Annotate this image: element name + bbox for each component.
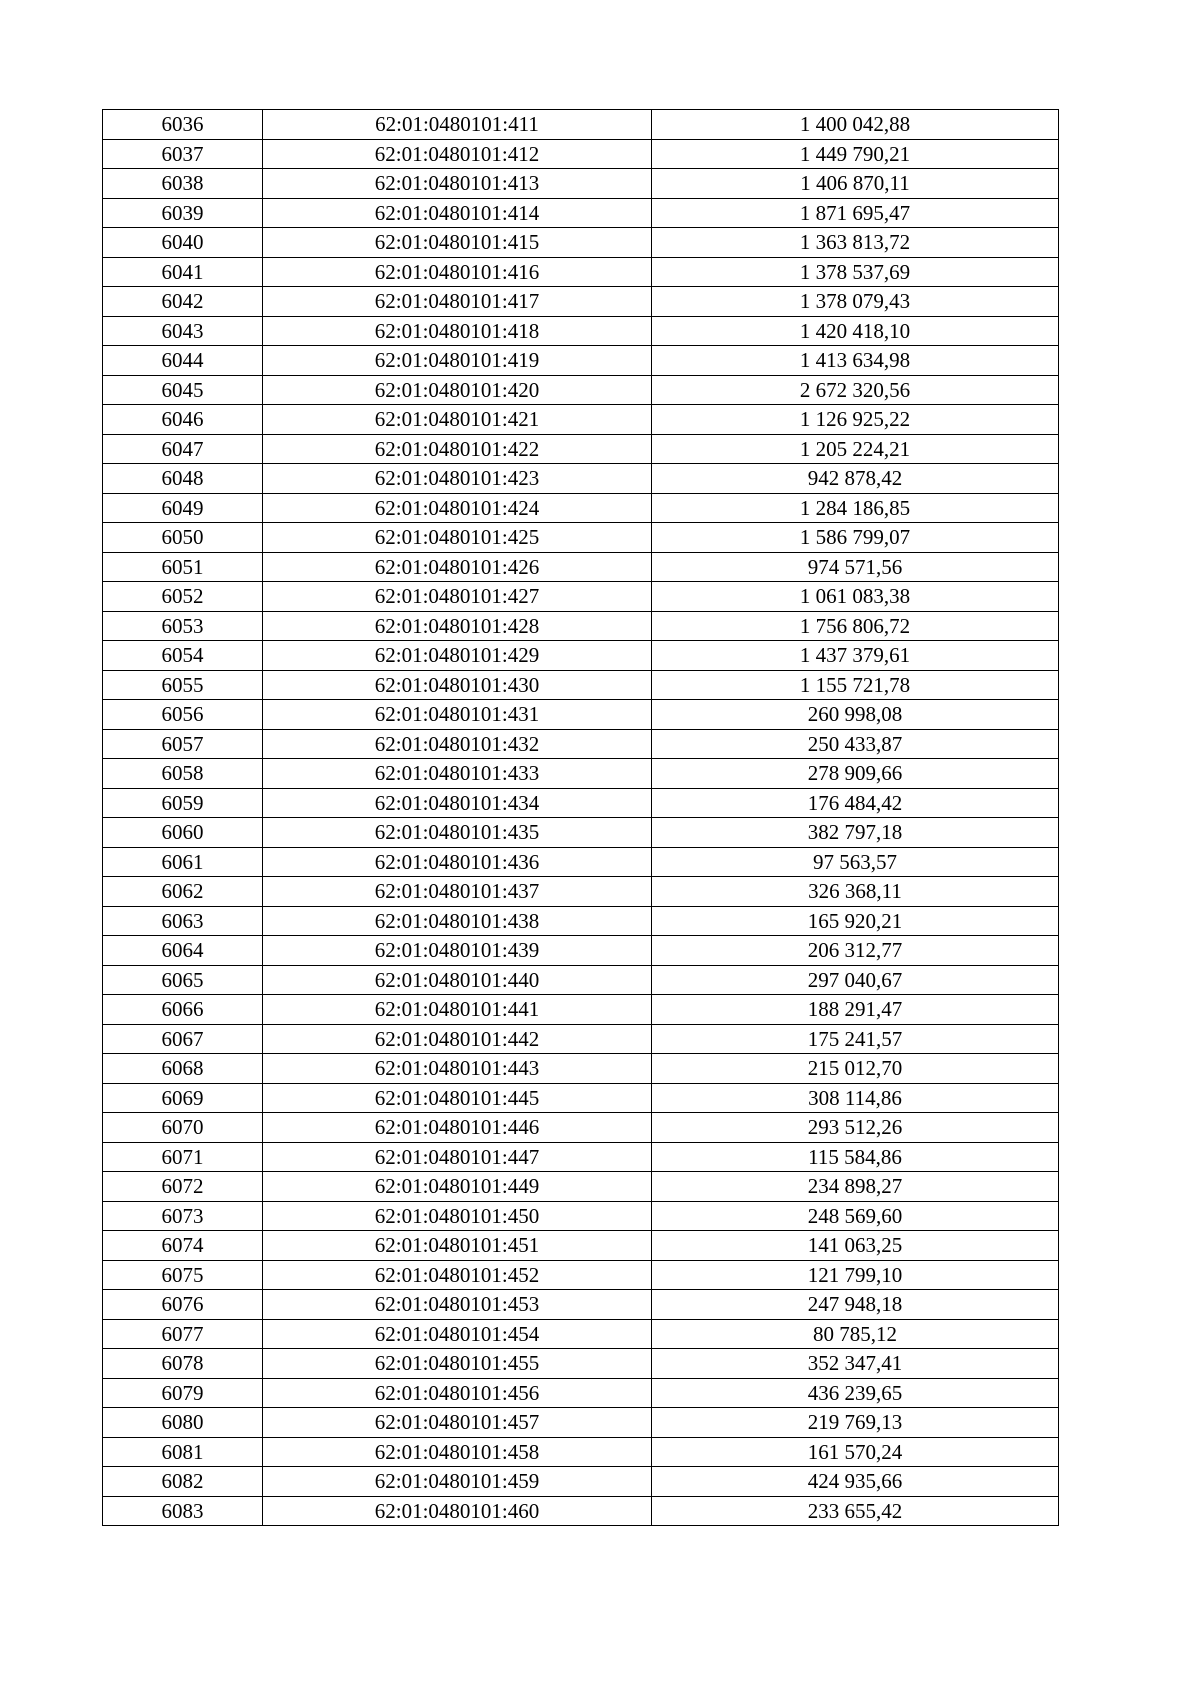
table-row bbox=[103, 1231, 1059, 1261]
table-row bbox=[103, 1054, 1059, 1084]
value-cell: 326 368,11 bbox=[652, 877, 1059, 907]
table-row bbox=[103, 582, 1059, 612]
cadastral-number-cell: 62:01:0480101:439 bbox=[263, 936, 652, 966]
table-row bbox=[103, 759, 1059, 789]
row-number-cell: 6078 bbox=[103, 1349, 263, 1379]
cadastral-number-cell: 62:01:0480101:436 bbox=[263, 847, 652, 877]
value-cell: 1 378 079,43 bbox=[652, 287, 1059, 317]
value-cell: 175 241,57 bbox=[652, 1024, 1059, 1054]
value-cell: 1 449 790,21 bbox=[652, 139, 1059, 169]
value-cell: 176 484,42 bbox=[652, 788, 1059, 818]
table-row bbox=[103, 1142, 1059, 1172]
table-row bbox=[103, 434, 1059, 464]
cadastral-number-cell: 62:01:0480101:411 bbox=[263, 110, 652, 140]
cadastral-number-cell: 62:01:0480101:424 bbox=[263, 493, 652, 523]
cadastral-number-cell: 62:01:0480101:420 bbox=[263, 375, 652, 405]
table-row bbox=[103, 700, 1059, 730]
value-cell: 247 948,18 bbox=[652, 1290, 1059, 1320]
table-row bbox=[103, 936, 1059, 966]
cadastral-number-cell: 62:01:0480101:425 bbox=[263, 523, 652, 553]
table-row bbox=[103, 375, 1059, 405]
table-row bbox=[103, 1319, 1059, 1349]
cadastral-number-cell: 62:01:0480101:432 bbox=[263, 729, 652, 759]
value-cell: 141 063,25 bbox=[652, 1231, 1059, 1261]
records-table-body bbox=[103, 110, 1059, 1526]
cadastral-number-cell: 62:01:0480101:412 bbox=[263, 139, 652, 169]
value-cell: 165 920,21 bbox=[652, 906, 1059, 936]
value-cell: 1 413 634,98 bbox=[652, 346, 1059, 376]
row-number-cell: 6045 bbox=[103, 375, 263, 405]
cadastral-number-cell: 62:01:0480101:415 bbox=[263, 228, 652, 258]
table-row bbox=[103, 1113, 1059, 1143]
table-row bbox=[103, 1172, 1059, 1202]
row-number-cell: 6081 bbox=[103, 1437, 263, 1467]
row-number-cell: 6066 bbox=[103, 995, 263, 1025]
value-cell: 1 378 537,69 bbox=[652, 257, 1059, 287]
row-number-cell: 6063 bbox=[103, 906, 263, 936]
value-cell: 234 898,27 bbox=[652, 1172, 1059, 1202]
table-row bbox=[103, 995, 1059, 1025]
cadastral-number-cell: 62:01:0480101:435 bbox=[263, 818, 652, 848]
row-number-cell: 6056 bbox=[103, 700, 263, 730]
value-cell: 2 672 320,56 bbox=[652, 375, 1059, 405]
cadastral-number-cell: 62:01:0480101:458 bbox=[263, 1437, 652, 1467]
value-cell: 297 040,67 bbox=[652, 965, 1059, 995]
row-number-cell: 6037 bbox=[103, 139, 263, 169]
cadastral-number-cell: 62:01:0480101:423 bbox=[263, 464, 652, 494]
row-number-cell: 6046 bbox=[103, 405, 263, 435]
row-number-cell: 6060 bbox=[103, 818, 263, 848]
table-row bbox=[103, 1201, 1059, 1231]
value-cell: 215 012,70 bbox=[652, 1054, 1059, 1084]
table-row bbox=[103, 670, 1059, 700]
value-cell: 115 584,86 bbox=[652, 1142, 1059, 1172]
cadastral-number-cell: 62:01:0480101:445 bbox=[263, 1083, 652, 1113]
table-row bbox=[103, 110, 1059, 140]
value-cell: 1 406 870,11 bbox=[652, 169, 1059, 199]
value-cell: 1 420 418,10 bbox=[652, 316, 1059, 346]
cadastral-number-cell: 62:01:0480101:443 bbox=[263, 1054, 652, 1084]
value-cell: 1 437 379,61 bbox=[652, 641, 1059, 671]
value-cell: 80 785,12 bbox=[652, 1319, 1059, 1349]
cadastral-number-cell: 62:01:0480101:422 bbox=[263, 434, 652, 464]
value-cell: 1 756 806,72 bbox=[652, 611, 1059, 641]
value-cell: 974 571,56 bbox=[652, 552, 1059, 582]
row-number-cell: 6048 bbox=[103, 464, 263, 494]
table-row bbox=[103, 405, 1059, 435]
table-row bbox=[103, 198, 1059, 228]
row-number-cell: 6076 bbox=[103, 1290, 263, 1320]
value-cell: 1 586 799,07 bbox=[652, 523, 1059, 553]
row-number-cell: 6044 bbox=[103, 346, 263, 376]
table-row bbox=[103, 1496, 1059, 1526]
row-number-cell: 6040 bbox=[103, 228, 263, 258]
table-row bbox=[103, 818, 1059, 848]
row-number-cell: 6082 bbox=[103, 1467, 263, 1497]
cadastral-number-cell: 62:01:0480101:447 bbox=[263, 1142, 652, 1172]
cadastral-number-cell: 62:01:0480101:442 bbox=[263, 1024, 652, 1054]
row-number-cell: 6067 bbox=[103, 1024, 263, 1054]
table-row bbox=[103, 1290, 1059, 1320]
value-cell: 942 878,42 bbox=[652, 464, 1059, 494]
row-number-cell: 6083 bbox=[103, 1496, 263, 1526]
cadastral-number-cell: 62:01:0480101:418 bbox=[263, 316, 652, 346]
value-cell: 206 312,77 bbox=[652, 936, 1059, 966]
row-number-cell: 6042 bbox=[103, 287, 263, 317]
cadastral-number-cell: 62:01:0480101:414 bbox=[263, 198, 652, 228]
row-number-cell: 6038 bbox=[103, 169, 263, 199]
value-cell: 250 433,87 bbox=[652, 729, 1059, 759]
cadastral-number-cell: 62:01:0480101:416 bbox=[263, 257, 652, 287]
table-row bbox=[103, 1024, 1059, 1054]
table-row bbox=[103, 1467, 1059, 1497]
value-cell: 1 155 721,78 bbox=[652, 670, 1059, 700]
cadastral-number-cell: 62:01:0480101:429 bbox=[263, 641, 652, 671]
records-table bbox=[102, 109, 1059, 1526]
row-number-cell: 6050 bbox=[103, 523, 263, 553]
cadastral-number-cell: 62:01:0480101:427 bbox=[263, 582, 652, 612]
table-row bbox=[103, 788, 1059, 818]
cadastral-number-cell: 62:01:0480101:456 bbox=[263, 1378, 652, 1408]
cadastral-number-cell: 62:01:0480101:417 bbox=[263, 287, 652, 317]
value-cell: 260 998,08 bbox=[652, 700, 1059, 730]
cadastral-number-cell: 62:01:0480101:450 bbox=[263, 1201, 652, 1231]
row-number-cell: 6079 bbox=[103, 1378, 263, 1408]
value-cell: 1 205 224,21 bbox=[652, 434, 1059, 464]
value-cell: 278 909,66 bbox=[652, 759, 1059, 789]
row-number-cell: 6041 bbox=[103, 257, 263, 287]
table-row bbox=[103, 1408, 1059, 1438]
row-number-cell: 6055 bbox=[103, 670, 263, 700]
row-number-cell: 6051 bbox=[103, 552, 263, 582]
row-number-cell: 6070 bbox=[103, 1113, 263, 1143]
row-number-cell: 6059 bbox=[103, 788, 263, 818]
row-number-cell: 6071 bbox=[103, 1142, 263, 1172]
cadastral-number-cell: 62:01:0480101:452 bbox=[263, 1260, 652, 1290]
value-cell: 308 114,86 bbox=[652, 1083, 1059, 1113]
table-row bbox=[103, 906, 1059, 936]
table-row bbox=[103, 316, 1059, 346]
cadastral-number-cell: 62:01:0480101:451 bbox=[263, 1231, 652, 1261]
value-cell: 97 563,57 bbox=[652, 847, 1059, 877]
cadastral-number-cell: 62:01:0480101:460 bbox=[263, 1496, 652, 1526]
table-row bbox=[103, 464, 1059, 494]
row-number-cell: 6058 bbox=[103, 759, 263, 789]
cadastral-number-cell: 62:01:0480101:446 bbox=[263, 1113, 652, 1143]
value-cell: 233 655,42 bbox=[652, 1496, 1059, 1526]
table-row bbox=[103, 1260, 1059, 1290]
table-row bbox=[103, 523, 1059, 553]
cadastral-number-cell: 62:01:0480101:455 bbox=[263, 1349, 652, 1379]
value-cell: 1 061 083,38 bbox=[652, 582, 1059, 612]
row-number-cell: 6061 bbox=[103, 847, 263, 877]
table-row bbox=[103, 493, 1059, 523]
table-row bbox=[103, 1349, 1059, 1379]
table-row bbox=[103, 1083, 1059, 1113]
row-number-cell: 6049 bbox=[103, 493, 263, 523]
value-cell: 248 569,60 bbox=[652, 1201, 1059, 1231]
value-cell: 1 284 186,85 bbox=[652, 493, 1059, 523]
cadastral-number-cell: 62:01:0480101:413 bbox=[263, 169, 652, 199]
value-cell: 1 126 925,22 bbox=[652, 405, 1059, 435]
row-number-cell: 6074 bbox=[103, 1231, 263, 1261]
cadastral-number-cell: 62:01:0480101:430 bbox=[263, 670, 652, 700]
cadastral-number-cell: 62:01:0480101:454 bbox=[263, 1319, 652, 1349]
table-row bbox=[103, 346, 1059, 376]
row-number-cell: 6062 bbox=[103, 877, 263, 907]
cadastral-number-cell: 62:01:0480101:433 bbox=[263, 759, 652, 789]
cadastral-number-cell: 62:01:0480101:431 bbox=[263, 700, 652, 730]
cadastral-number-cell: 62:01:0480101:419 bbox=[263, 346, 652, 376]
row-number-cell: 6065 bbox=[103, 965, 263, 995]
table-row bbox=[103, 169, 1059, 199]
table-row bbox=[103, 287, 1059, 317]
row-number-cell: 6069 bbox=[103, 1083, 263, 1113]
row-number-cell: 6064 bbox=[103, 936, 263, 966]
value-cell: 1 400 042,88 bbox=[652, 110, 1059, 140]
table-row bbox=[103, 257, 1059, 287]
table-row bbox=[103, 611, 1059, 641]
cadastral-number-cell: 62:01:0480101:459 bbox=[263, 1467, 652, 1497]
row-number-cell: 6072 bbox=[103, 1172, 263, 1202]
table-row bbox=[103, 641, 1059, 671]
row-number-cell: 6039 bbox=[103, 198, 263, 228]
value-cell: 436 239,65 bbox=[652, 1378, 1059, 1408]
table-row bbox=[103, 877, 1059, 907]
value-cell: 1 363 813,72 bbox=[652, 228, 1059, 258]
row-number-cell: 6075 bbox=[103, 1260, 263, 1290]
table-row bbox=[103, 729, 1059, 759]
value-cell: 121 799,10 bbox=[652, 1260, 1059, 1290]
row-number-cell: 6052 bbox=[103, 582, 263, 612]
row-number-cell: 6073 bbox=[103, 1201, 263, 1231]
cadastral-number-cell: 62:01:0480101:426 bbox=[263, 552, 652, 582]
table-row bbox=[103, 139, 1059, 169]
value-cell: 293 512,26 bbox=[652, 1113, 1059, 1143]
row-number-cell: 6047 bbox=[103, 434, 263, 464]
cadastral-number-cell: 62:01:0480101:453 bbox=[263, 1290, 652, 1320]
cadastral-number-cell: 62:01:0480101:441 bbox=[263, 995, 652, 1025]
value-cell: 352 347,41 bbox=[652, 1349, 1059, 1379]
cadastral-number-cell: 62:01:0480101:449 bbox=[263, 1172, 652, 1202]
row-number-cell: 6077 bbox=[103, 1319, 263, 1349]
row-number-cell: 6036 bbox=[103, 110, 263, 140]
value-cell: 1 871 695,47 bbox=[652, 198, 1059, 228]
value-cell: 188 291,47 bbox=[652, 995, 1059, 1025]
value-cell: 219 769,13 bbox=[652, 1408, 1059, 1438]
row-number-cell: 6043 bbox=[103, 316, 263, 346]
row-number-cell: 6057 bbox=[103, 729, 263, 759]
table-row bbox=[103, 965, 1059, 995]
cadastral-number-cell: 62:01:0480101:437 bbox=[263, 877, 652, 907]
table-row bbox=[103, 1378, 1059, 1408]
cadastral-number-cell: 62:01:0480101:457 bbox=[263, 1408, 652, 1438]
row-number-cell: 6068 bbox=[103, 1054, 263, 1084]
row-number-cell: 6080 bbox=[103, 1408, 263, 1438]
table-row bbox=[103, 228, 1059, 258]
cadastral-number-cell: 62:01:0480101:428 bbox=[263, 611, 652, 641]
row-number-cell: 6054 bbox=[103, 641, 263, 671]
table-row bbox=[103, 552, 1059, 582]
cadastral-number-cell: 62:01:0480101:440 bbox=[263, 965, 652, 995]
row-number-cell: 6053 bbox=[103, 611, 263, 641]
value-cell: 382 797,18 bbox=[652, 818, 1059, 848]
cadastral-number-cell: 62:01:0480101:434 bbox=[263, 788, 652, 818]
value-cell: 424 935,66 bbox=[652, 1467, 1059, 1497]
table-row bbox=[103, 1437, 1059, 1467]
value-cell: 161 570,24 bbox=[652, 1437, 1059, 1467]
cadastral-number-cell: 62:01:0480101:421 bbox=[263, 405, 652, 435]
cadastral-number-cell: 62:01:0480101:438 bbox=[263, 906, 652, 936]
table-row bbox=[103, 847, 1059, 877]
